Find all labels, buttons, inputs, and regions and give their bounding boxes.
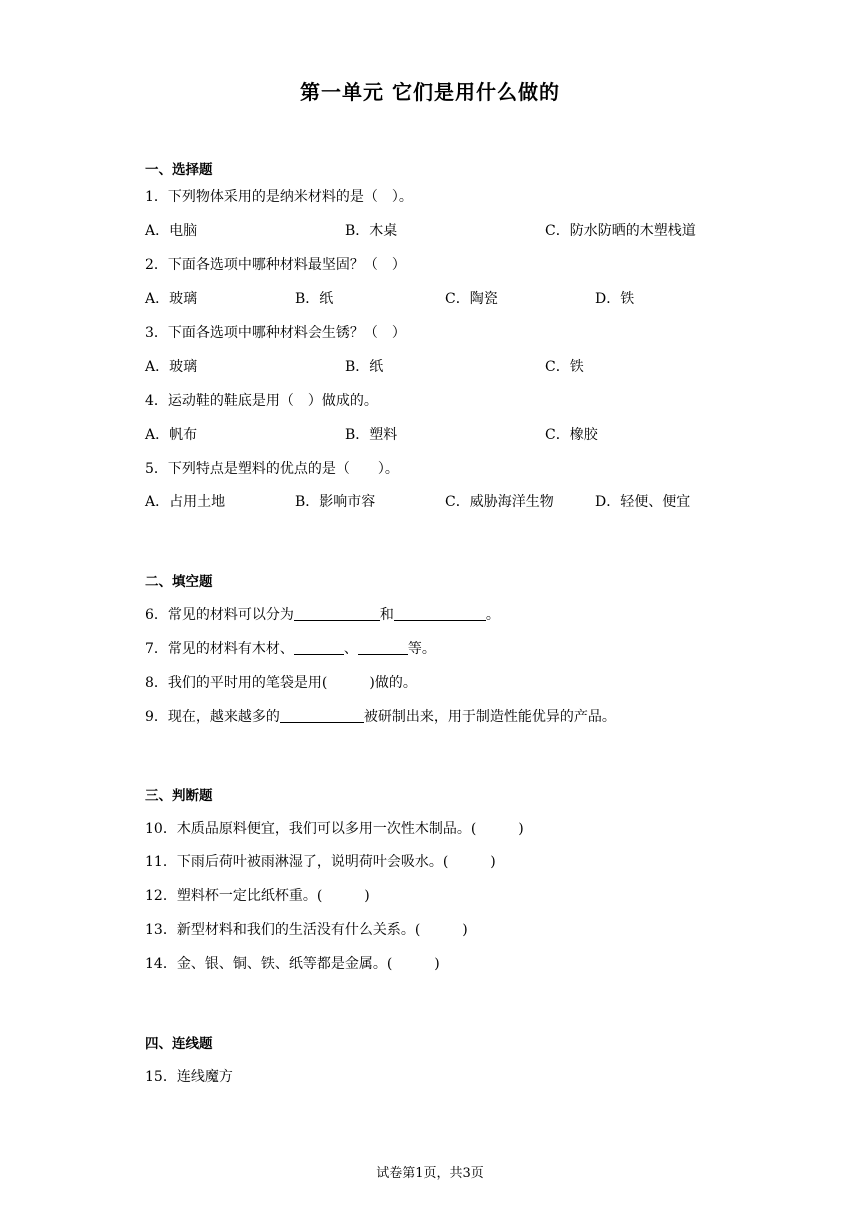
question-2-option-b: B．纸 xyxy=(295,291,334,307)
question-1-option-c: C．防水防晒的木塑栈道 xyxy=(545,223,696,239)
question-9-text-2: 被研制出来，用于制造性能优异的产品。 xyxy=(363,709,616,725)
question-7 xyxy=(145,638,436,658)
question-2-option-d: D．铁 xyxy=(595,291,635,307)
question-3-stem: 3．下面各选项中哪种材料会生锈？（ ） xyxy=(145,325,406,341)
question-1-option-a: A．电脑 xyxy=(145,223,198,239)
question-2-option-a: A．玻璃 xyxy=(145,291,198,307)
question-4-option-b: B．塑料 xyxy=(345,427,398,443)
question-5-stem: 5．下列特点是塑料的优点的是（ ）。 xyxy=(145,461,399,477)
question-2-option-c: C．陶瓷 xyxy=(445,291,498,307)
question-7-text-1: 7．常见的材料有木材、 xyxy=(145,641,294,657)
question-15: 15．连线魔方 xyxy=(145,1069,233,1085)
question-5-option-b: B．影响市容 xyxy=(295,494,376,510)
answer-blank[interactable] xyxy=(294,640,344,655)
question-12: 12．塑料杯一定比纸杯重。( ) xyxy=(145,888,370,904)
question-6-text-3: 。 xyxy=(485,607,500,623)
question-13: 13．新型材料和我们的生活没有什么关系。( ) xyxy=(145,922,468,938)
question-4-option-c: C．橡胶 xyxy=(545,427,598,443)
question-4-option-a: A．帆布 xyxy=(145,427,198,443)
question-3-option-a: A．玻璃 xyxy=(145,359,198,375)
question-1-stem: 1．下列物体采用的是纳米材料的是（ ）。 xyxy=(145,189,413,205)
question-5-option-d: D．轻便、便宜 xyxy=(595,494,691,510)
question-5-option-c: C．威胁海洋生物 xyxy=(445,494,554,510)
section-heading-judgment: 三、判断题 xyxy=(145,788,213,804)
page-footer: 试卷第1页，共3页 xyxy=(376,1166,484,1181)
question-3-option-c: C．铁 xyxy=(545,359,584,375)
section-heading-matching: 四、连线题 xyxy=(145,1036,213,1052)
question-2-stem: 2．下面各选项中哪种材料最坚固？（ ） xyxy=(145,257,406,273)
page-title: 第一单元 它们是用什么做的 xyxy=(300,80,560,104)
question-6-text-2: 和 xyxy=(379,607,394,623)
answer-blank[interactable] xyxy=(394,606,486,621)
answer-blank[interactable] xyxy=(280,708,364,723)
question-5-option-a: A．占用土地 xyxy=(145,494,226,510)
section-heading-choice: 一、选择题 xyxy=(145,162,213,178)
question-7-text-3: 等。 xyxy=(407,641,436,657)
answer-blank[interactable] xyxy=(358,640,408,655)
question-9-text-1: 9．现在，越来越多的 xyxy=(145,709,280,725)
question-6-text-1: 6．常见的材料可以分为 xyxy=(145,607,294,623)
question-14: 14．金、银、铜、铁、纸等都是金属。( ) xyxy=(145,956,440,972)
section-heading-fill-blank: 二、填空题 xyxy=(145,574,213,590)
answer-blank[interactable] xyxy=(294,606,380,621)
question-10: 10．木质品原料便宜，我们可以多用一次性木制品。( ) xyxy=(145,821,524,837)
question-3-option-b: B．纸 xyxy=(345,359,384,375)
question-6 xyxy=(145,604,500,624)
question-4-stem: 4．运动鞋的鞋底是用（ ）做成的。 xyxy=(145,393,378,409)
question-11: 11．下雨后荷叶被雨淋湿了，说明荷叶会吸水。( ) xyxy=(145,854,496,870)
question-1-option-b: B．木桌 xyxy=(345,223,398,239)
question-7-text-2: 、 xyxy=(343,641,358,657)
question-9 xyxy=(145,706,616,726)
question-8: 8．我们的平时用的笔袋是用( )做的。 xyxy=(145,675,417,691)
